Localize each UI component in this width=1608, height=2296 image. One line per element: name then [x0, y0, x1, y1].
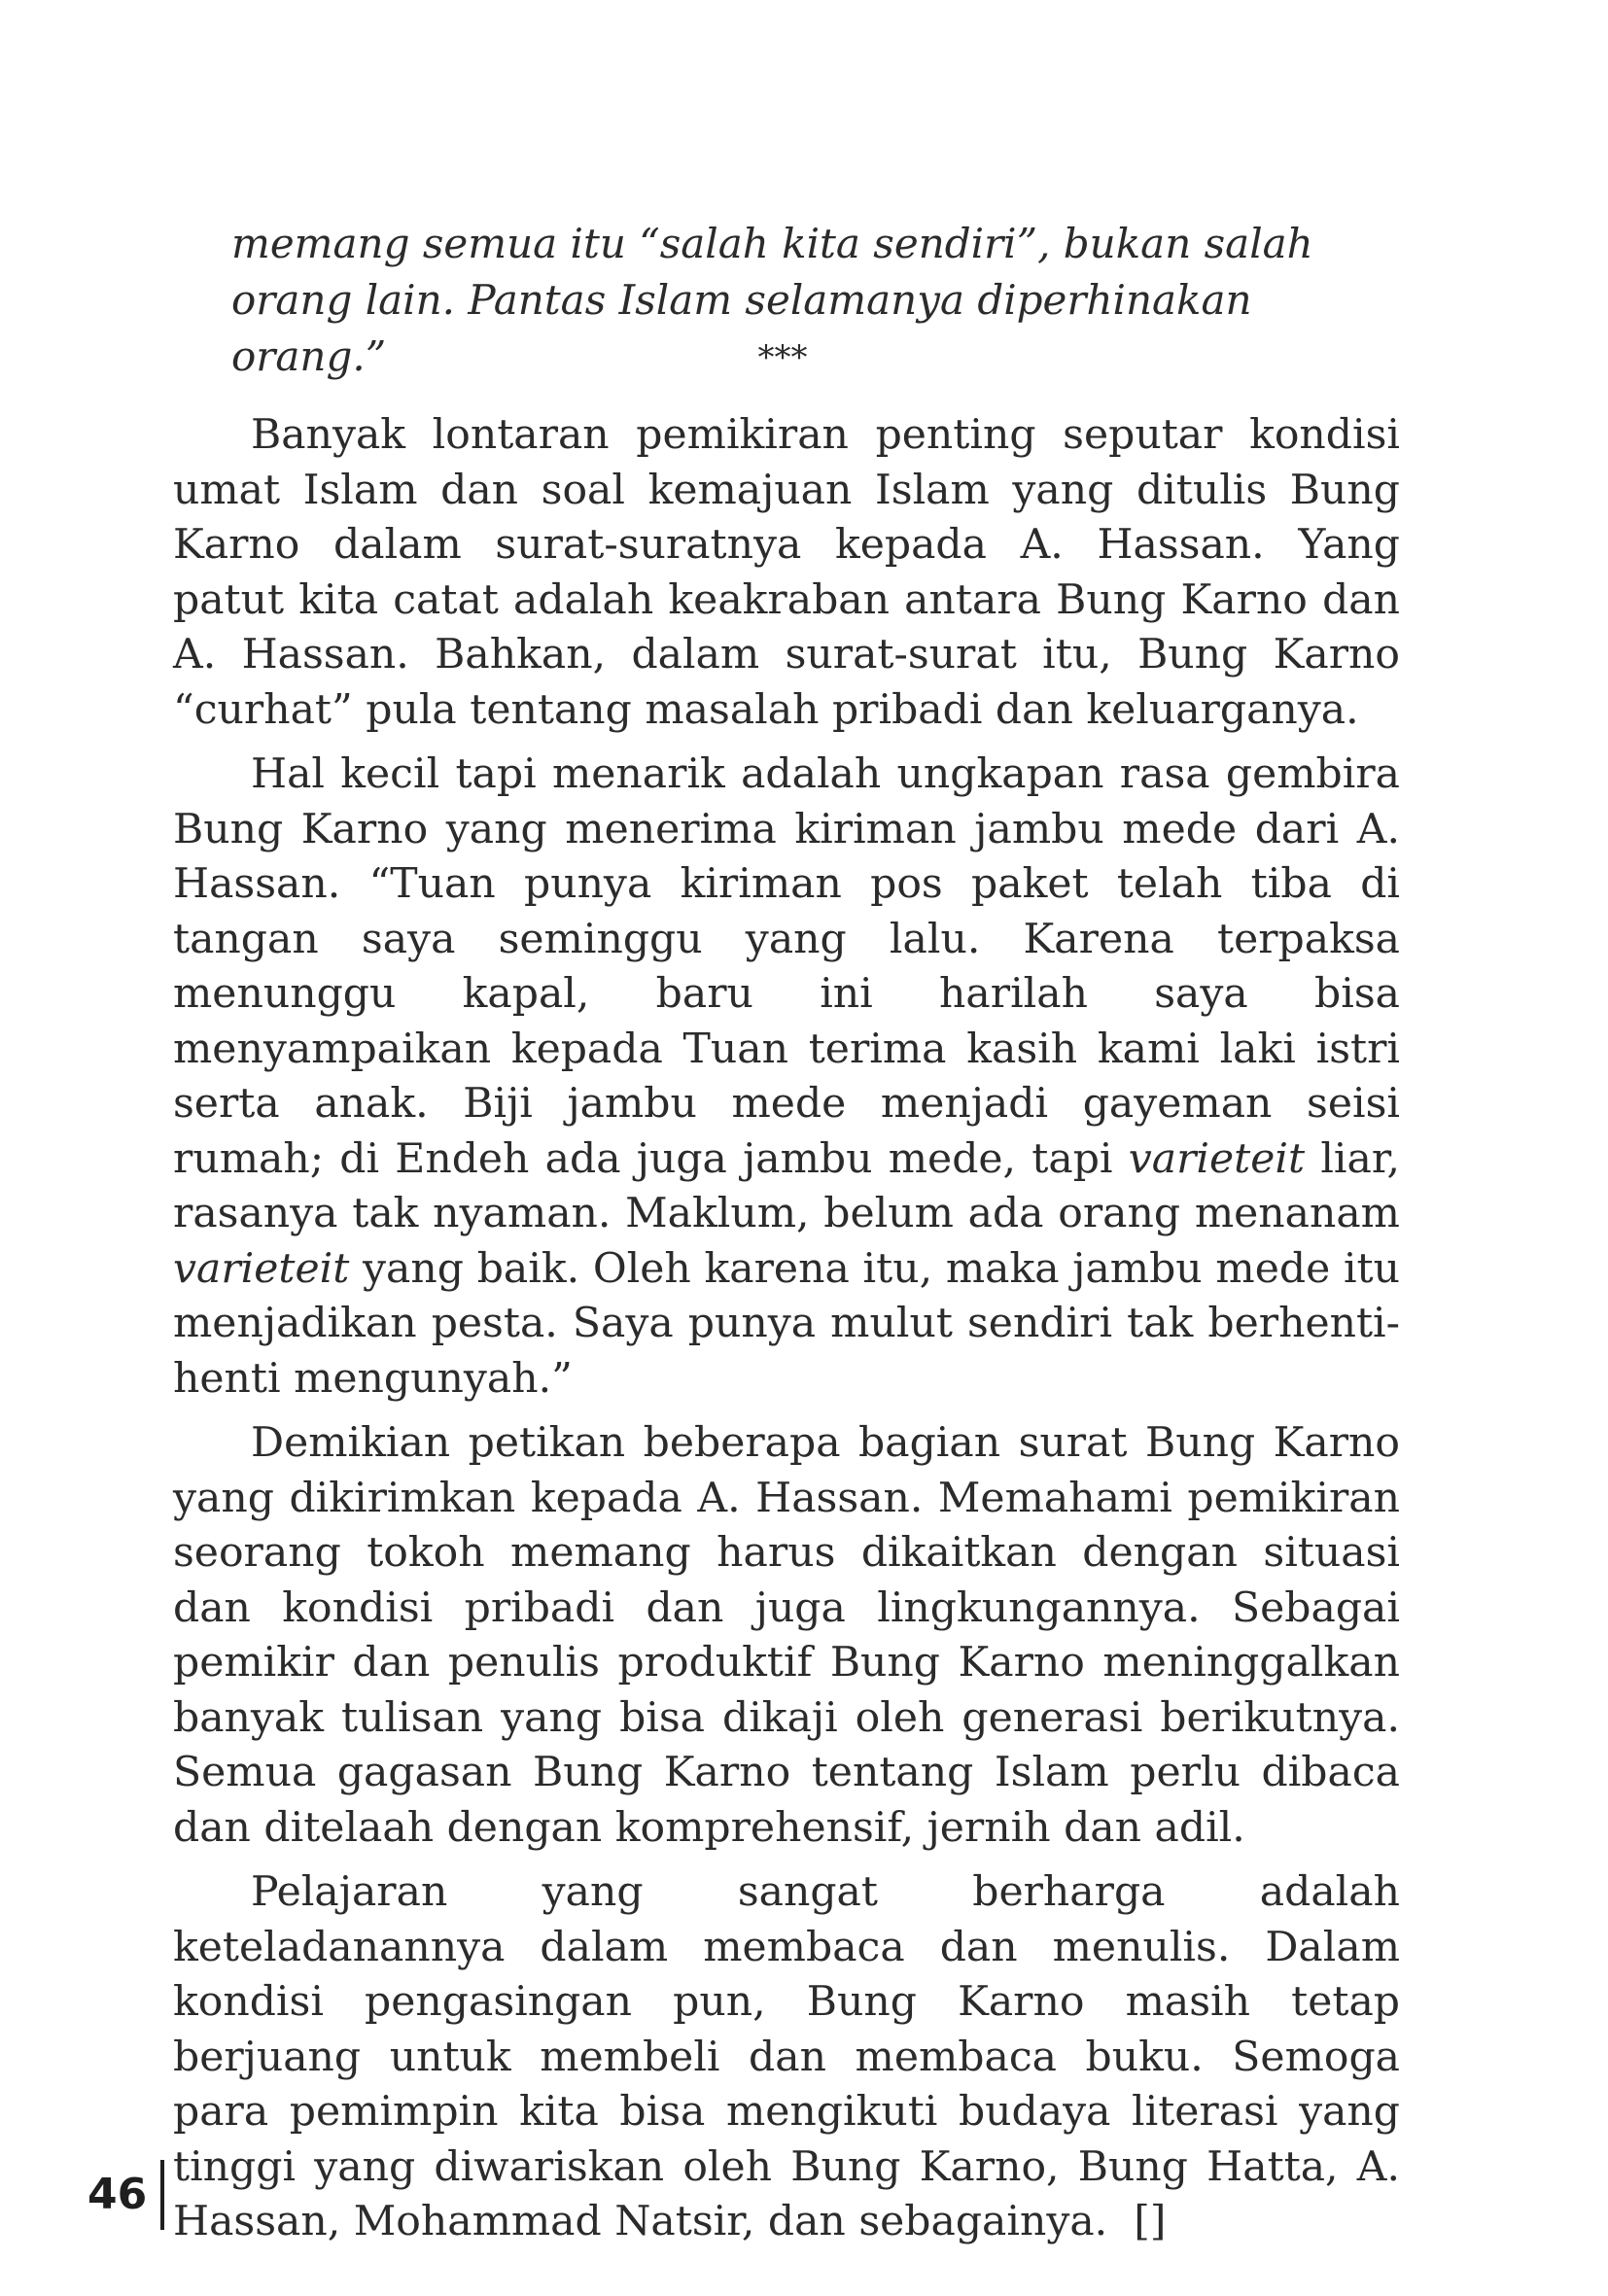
paragraph-2-part-1: Hal kecil tapi menarik adalah ungkapan rasa gembira Bung Karno yang menerima kiriman jambu mede dari A. Hassan. “Tuan punya kiriman pos paket telah tiba di tangan saya seminggu yang lalu. Karena terpaksa menunggu kapal, baru ini harilah saya bisa menyampaikan kepada Tuan terima kasih kami laki istri serta anak. Biji jambu mede menjadi gayeman seisi rumah; di Endeh ada juga jambu mede, tapi: [173, 750, 1400, 1183]
paragraph-4: [173, 1865, 1400, 2250]
paragraph-2-part-3: yang baik. Oleh karena itu, maka jambu mede itu menjadikan pesta. Saya punya mulut sendiri tak berhenti-henti mengunyah.”: [173, 1244, 1400, 1403]
paragraph-4-text: Pelajaran yang sangat berharga adalah keteladanannya dalam membaca dan menulis. Dalam kondisi pengasingan pun, Bung Karno masih tetap berjuang untuk membeli dan membaca buku. Semoga para pemimpin kita bisa mengikuti budaya literasi yang tinggi yang diwariskan oleh Bung Karno, Bung Hatta, A. Hassan, Mohammad Natsir, dan sebagainya.: [173, 1868, 1400, 2245]
paragraph-2: [173, 748, 1400, 1407]
paragraph-1: Banyak lontaran pemikiran penting seputar kondisi umat Islam dan soal kemajuan Islam yang ditulis Bung Karno dalam surat-suratnya kepada A. Hassan. Yang patut kita catat adalah keakraban antara Bung Karno dan A. Hassan. Bahkan, dalam surat-surat itu, Bung Karno “curhat” pula tentang masalah pribadi dan keluarganya.: [173, 411, 1400, 734]
paragraph-3: Demikian petikan beberapa bagian surat Bung Karno yang dikirimkan kepada A. Hassan. Memahami pemikiran seorang tokoh memang harus dikaitkan dengan situasi dan kondisi pribadi dan juga lingkungannya. Sebagai pemikir dan penulis produktif Bung Karno meninggalkan banyak tulisan yang bisa dikaji oleh generasi berikutnya. Semua gagasan Bung Karno tentang Islam perlu dibaca dan ditelaah dengan komprehensif, jernih dan adil.: [173, 1419, 1400, 1852]
italic-term-varieteit-1: varieteit: [1128, 1134, 1306, 1183]
quote-line-1: memang semua itu “salah kita sendiri”, bukan salah: [231, 220, 1313, 267]
end-mark: []: [1134, 2198, 1167, 2245]
section-separator: ***: [757, 338, 808, 377]
folio: [87, 2166, 164, 2224]
page-number: 46: [87, 2170, 148, 2219]
folio-rule: [160, 2160, 164, 2230]
quote-line-2: orang lain. Pantas Islam selamanya diperhinakan orang.”: [231, 276, 1252, 380]
paragraph-2-part-2: liar, rasanya tak nyaman. Maklum, belum ada orang menanam: [173, 1134, 1400, 1237]
body-text: [173, 408, 1400, 2260]
italic-term-varieteit-2: varieteit: [173, 1244, 350, 1293]
